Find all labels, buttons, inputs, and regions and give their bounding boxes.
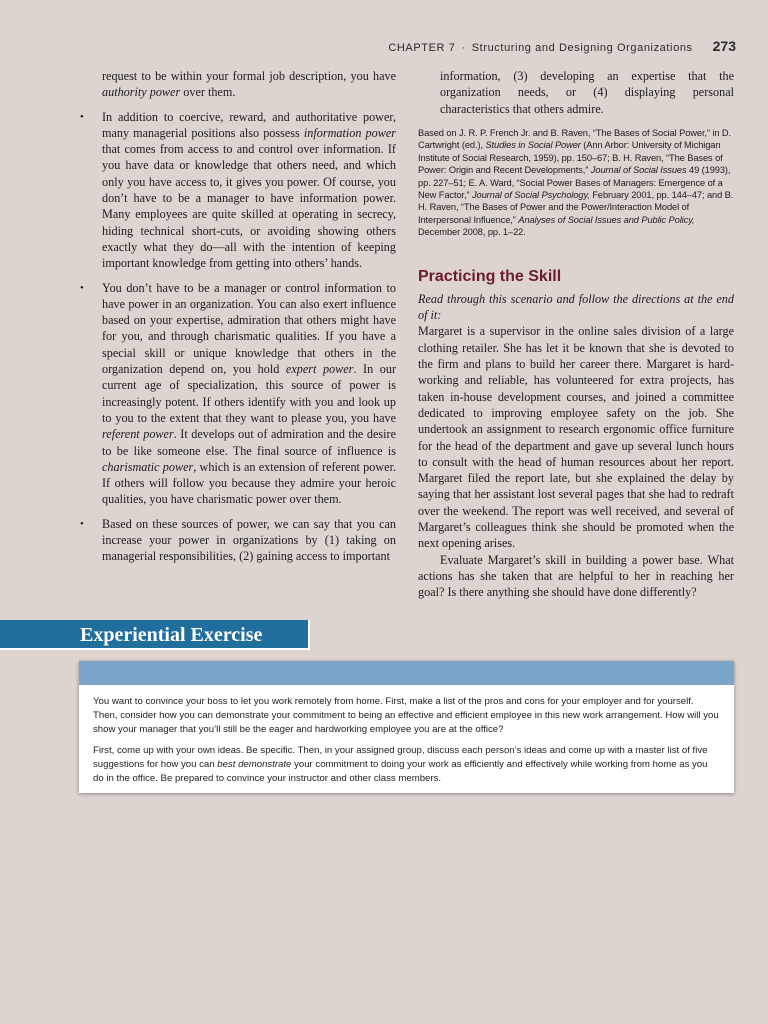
page-number: 273	[712, 38, 736, 54]
exercise-paragraph-2: First, come up with your own ideas. Be specific. Then, in your assigned group, discuss each person’s ideas and come up with a master list of five suggestions for how you can best demonstrate your commitment to doing your work as efficiently and effectively while working from home as you do in the office. Be prepared to convince your instructor and other class members.	[93, 745, 708, 784]
practicing-skill-heading: Practicing the Skill	[418, 267, 562, 285]
chapter-label: CHAPTER 7	[388, 42, 456, 54]
experiential-exercise-banner: Experiential Exercise	[0, 620, 310, 650]
left-continuation: request to be within your formal job description, you have authority power over them.	[102, 69, 396, 100]
skill-questions: Evaluate Margaret’s skill in building a power base. What actions has she taken that are helpful to her in reaching her goal? Is there anything she should have done differently?	[418, 552, 734, 600]
exercise-content	[79, 685, 734, 786]
running-header	[388, 38, 736, 54]
source-citation: Based on J. R. P. French Jr. and B. Raven, “The Bases of Social Power,” in D. Cartwright (ed.), Studies in Social Power (Ann Arbor: University of Michigan Institute of Social Research, 1959), pp. 150–67; B. H. Raven, “The Bases of Power: Origin and Recent Developments,” Journal of Social Issues 49 (1993), pp. 227–51; E. A. Ward, “Social Power Bases of Managers: Emergence of a New Factor,” Journal of Social Psychology, February 2001, pp. 144–47; and B. H. Raven, “The Bases of Power and the Power/Interaction Model of Interpersonal Influence,” Analyses of Social Issues and Public Policy, December 2008, pp. 1–22.	[418, 127, 734, 238]
left-column	[80, 68, 396, 573]
right-column	[418, 68, 734, 600]
chapter-title: Structuring and Designing Organizations	[471, 42, 693, 54]
skill-instructions: Read through this scenario and follow the directions at the end of it:	[418, 291, 734, 323]
exercise-header-bar	[79, 661, 734, 685]
skill-scenario: Margaret is a supervisor in the online sales division of a large clothing retailer. She has let it be known that she is devoted to the firm and plans to build her career there. Margaret is hard-working and reliable, has volunteered for extra projects, has taken in-house development courses, and joined a committee dedicated to improving employee safety on the job. She undertook an assignment to research ergonomic office furniture for the head of the department and gave up several lunch hours to consult with the head of human resources about her report. Margaret filed the report late, but she explained the delay by saying that her assistant lost several pages that she had to redraft over the weekend. The report was well received, and several of Margaret’s colleagues think she should be promoted when the next opening arises.	[418, 324, 734, 551]
bullet-increase-power: • Based on these sources of power, we can say that you can increase your power in organizations by (1) taking on managerial responsibilities, (2) gaining access to important	[80, 516, 396, 565]
bullet-information-power: • In addition to coercive, reward, and authoritative power, many managerial positions also possess information power that comes from access to and control over information. If you have data or knowledge that others need, and which only you have access to, it gives you power. Of course, you don’t have to be a manager to have information power. Many employees are quite skilled at operating in secrecy, hiding technical short-cuts, or avoiding showing others exactly what they do—all with the intention of keeping important knowledge from getting into others’ hands.	[80, 109, 396, 272]
header-separator: ·	[461, 42, 466, 54]
exercise-paragraph-1: You want to convince your boss to let you work remotely from home. First, make a list of the pros and cons for your employer and for yourself. Then, consider how you can demonstrate your commitment to being an effective and efficient employee in this new work arrangement. How will you show your manager that you’ll still be the eager and hardworking employee you are at the office?	[93, 696, 719, 735]
experiential-exercise-box	[79, 661, 734, 793]
bullet-expert-referent-power: • You don’t have to be a manager or control information to have power in an organization. You can also exert influence based on your expertise, admiration that others might have for you, and through charismatic qualities. If you have a special skill or unique knowledge that others in the organization depend on, you hold expert power. In our current age of specialization, this source of power is increasingly potent. If others identify with you and look up to you to the extent that they want to please you, you have referent power. It develops out of admiration and the desire to be like someone else. The final source of influence is charismatic power, which is an extension of referent power. If others will follow you because they admire your heroic qualities, you have charismatic power over them.	[80, 280, 396, 508]
right-continuation: information, (3) developing an expertise that the organization needs, or (4) displaying personal characteristics that others admire.	[440, 69, 734, 116]
power-bullet-list	[80, 109, 396, 565]
